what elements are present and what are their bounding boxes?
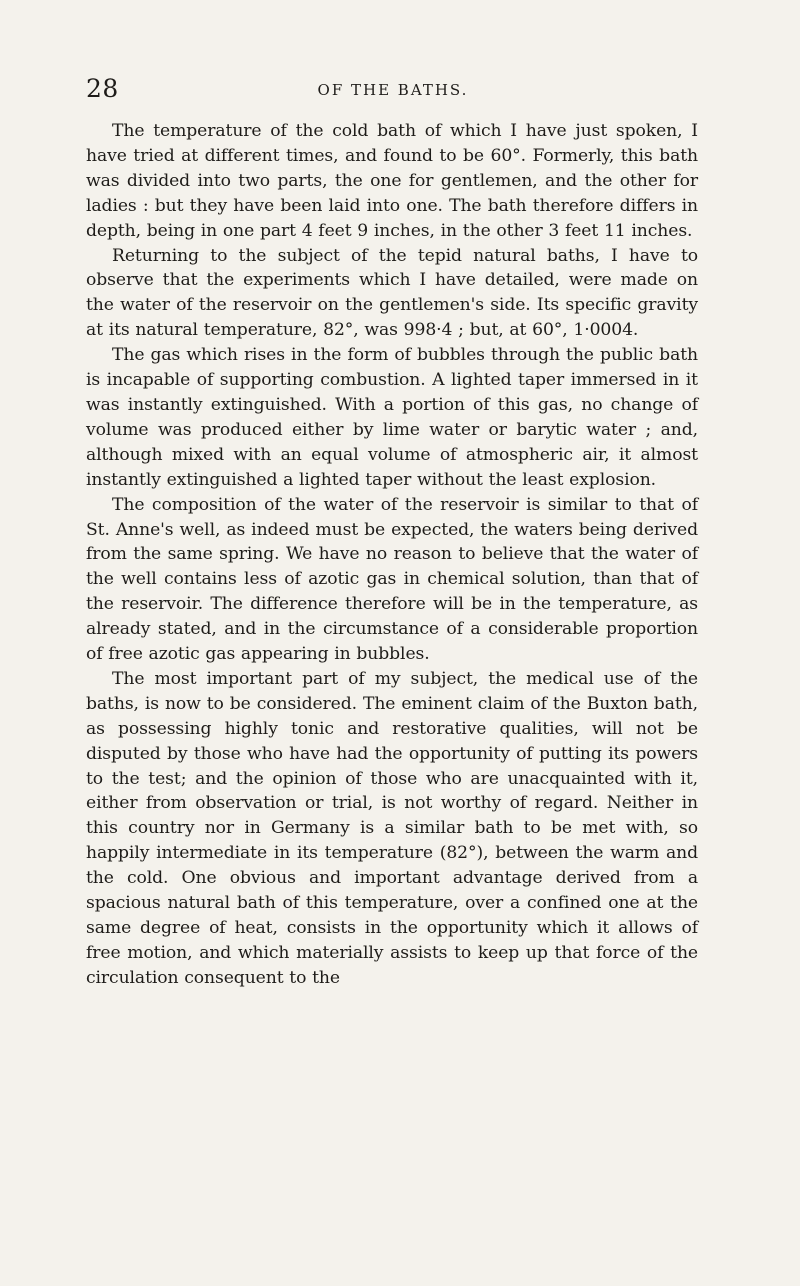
paragraph-cold-bath: The temperature of the cold bath of which I have just spoken, I have tried at different times, and found to be 60°. Formerly, this bath was divided into two parts, the one for gentlemen, and the other for ladies : but they have been laid into one. The bath therefore differs in depth, being in one part 4 feet 9 inches, in the other 3 feet 11 inches. bbox=[86, 121, 698, 241]
paragraph-gas: The gas which rises in the form of bubbles through the public bath is incapable of supporting combustion. A lighted taper immersed in it was instantly extinguished. With a portion of this gas, no change of volume was produced either by lime water or barytic water ; and, although mixed with an equal volume of atmospheric air, it almost instantly extinguished a lighted taper without the least explosion. bbox=[86, 345, 698, 490]
body-text bbox=[86, 119, 698, 991]
paragraph-composition: The composition of the water of the reservoir is similar to that of St. Anne's well, as indeed must be expected, the waters being derived from the same spring. We have no reason to believe that the water of the well contains less of azotic gas in chemical solution, than that of the reservoir. The difference therefore will be in the temperature, as already stated, and in the circumstance of a considerable proportion of free azotic gas appearing in bubbles. bbox=[86, 494, 698, 665]
running-title: OF THE BATHS. bbox=[317, 81, 469, 99]
paragraph-tepid-baths: Returning to the subject of the tepid natural baths, I have to observe that the experiments which I have detailed, were made on the water of the reservoir on the gentlemen's side. Its specific gravity at its natural temperature, 82°, was 998·4 ; but, at 60°, 1·0004. bbox=[86, 245, 698, 341]
paragraph-medical-use: The most important part of my subject, the medical use of the baths, is now to be considered. The eminent claim of the Buxton bath, as possessing highly tonic and restorative qualities, will not be disputed by those who have had the opportunity of putting its powers to the test; and the opinion of those who are unacquainted with it, either from observation or trial, is not worthy of regard. Neither in this country nor in Germany is a similar bath to be met with, so happily intermediate in its temperature (82°), between the warm and the cold. One obvious and important advantage derived from a spacious natural bath of this temperature, over a confined one at the same degree of heat, consists in the opportunity which it allows of free motion, and which materially assists to keep up that force of the circulation consequent to the bbox=[86, 668, 698, 988]
page-number: 28 bbox=[86, 74, 119, 103]
running-head bbox=[86, 74, 700, 104]
